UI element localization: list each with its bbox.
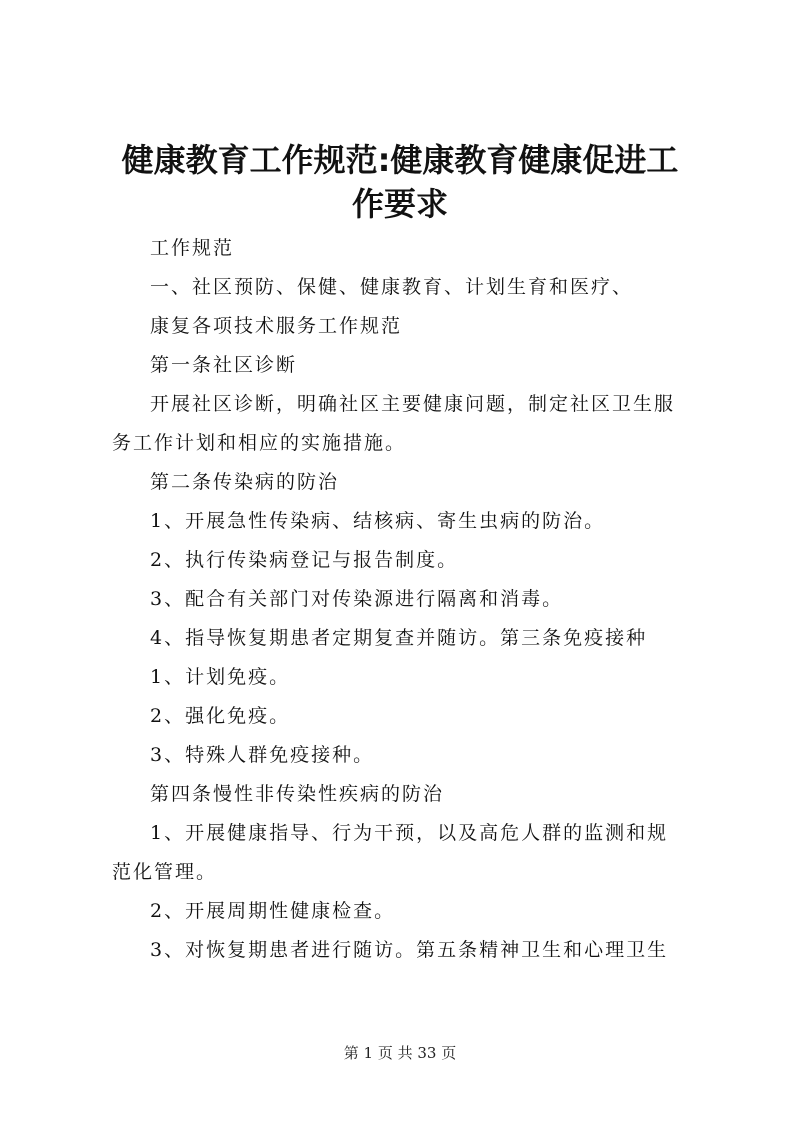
document-title: 健康教育工作规范:健康教育健康促进工作要求 bbox=[121, 141, 679, 223]
paragraph: 4、指导恢复期患者定期复查并随访。第三条免疫接种 bbox=[150, 627, 648, 649]
paragraph: 2、开展周期性健康检查。 bbox=[150, 900, 396, 922]
paragraph: 3、对恢复期患者进行随访。第五条精神卫生和心理卫生 bbox=[150, 939, 669, 961]
paragraph: 1、开展急性传染病、结核病、寄生虫病的防治。 bbox=[150, 510, 606, 532]
paragraph: 第一条社区诊断 bbox=[150, 354, 298, 376]
paragraph: 1、开展健康指导、行为干预，以及高危人群的监测和规范化管理。 bbox=[112, 822, 669, 883]
paragraph: 2、执行传染病登记与报告制度。 bbox=[150, 549, 459, 571]
paragraph: 工作规范 bbox=[150, 237, 235, 259]
paragraph: 第二条传染病的防治 bbox=[150, 471, 340, 493]
paragraph: 康复各项技术服务工作规范 bbox=[150, 315, 403, 337]
paragraph: 3、特殊人群免疫接种。 bbox=[150, 744, 375, 766]
paragraph: 3、配合有关部门对传染源进行隔离和消毒。 bbox=[150, 588, 564, 610]
document-body bbox=[112, 229, 688, 970]
paragraph: 1、计划免疫。 bbox=[150, 666, 291, 688]
paragraph: 2、强化免疫。 bbox=[150, 705, 291, 727]
page-number-footer: 第 1 页 共 33 页 bbox=[343, 1044, 457, 1062]
paragraph: 第四条慢性非传染性疾病的防治 bbox=[150, 783, 445, 805]
paragraph: 开展社区诊断，明确社区主要健康问题，制定社区卫生服务工作计划和相应的实施措施。 bbox=[112, 393, 676, 454]
paragraph: 一、社区预防、保健、健康教育、计划生育和医疗、 bbox=[150, 276, 634, 298]
